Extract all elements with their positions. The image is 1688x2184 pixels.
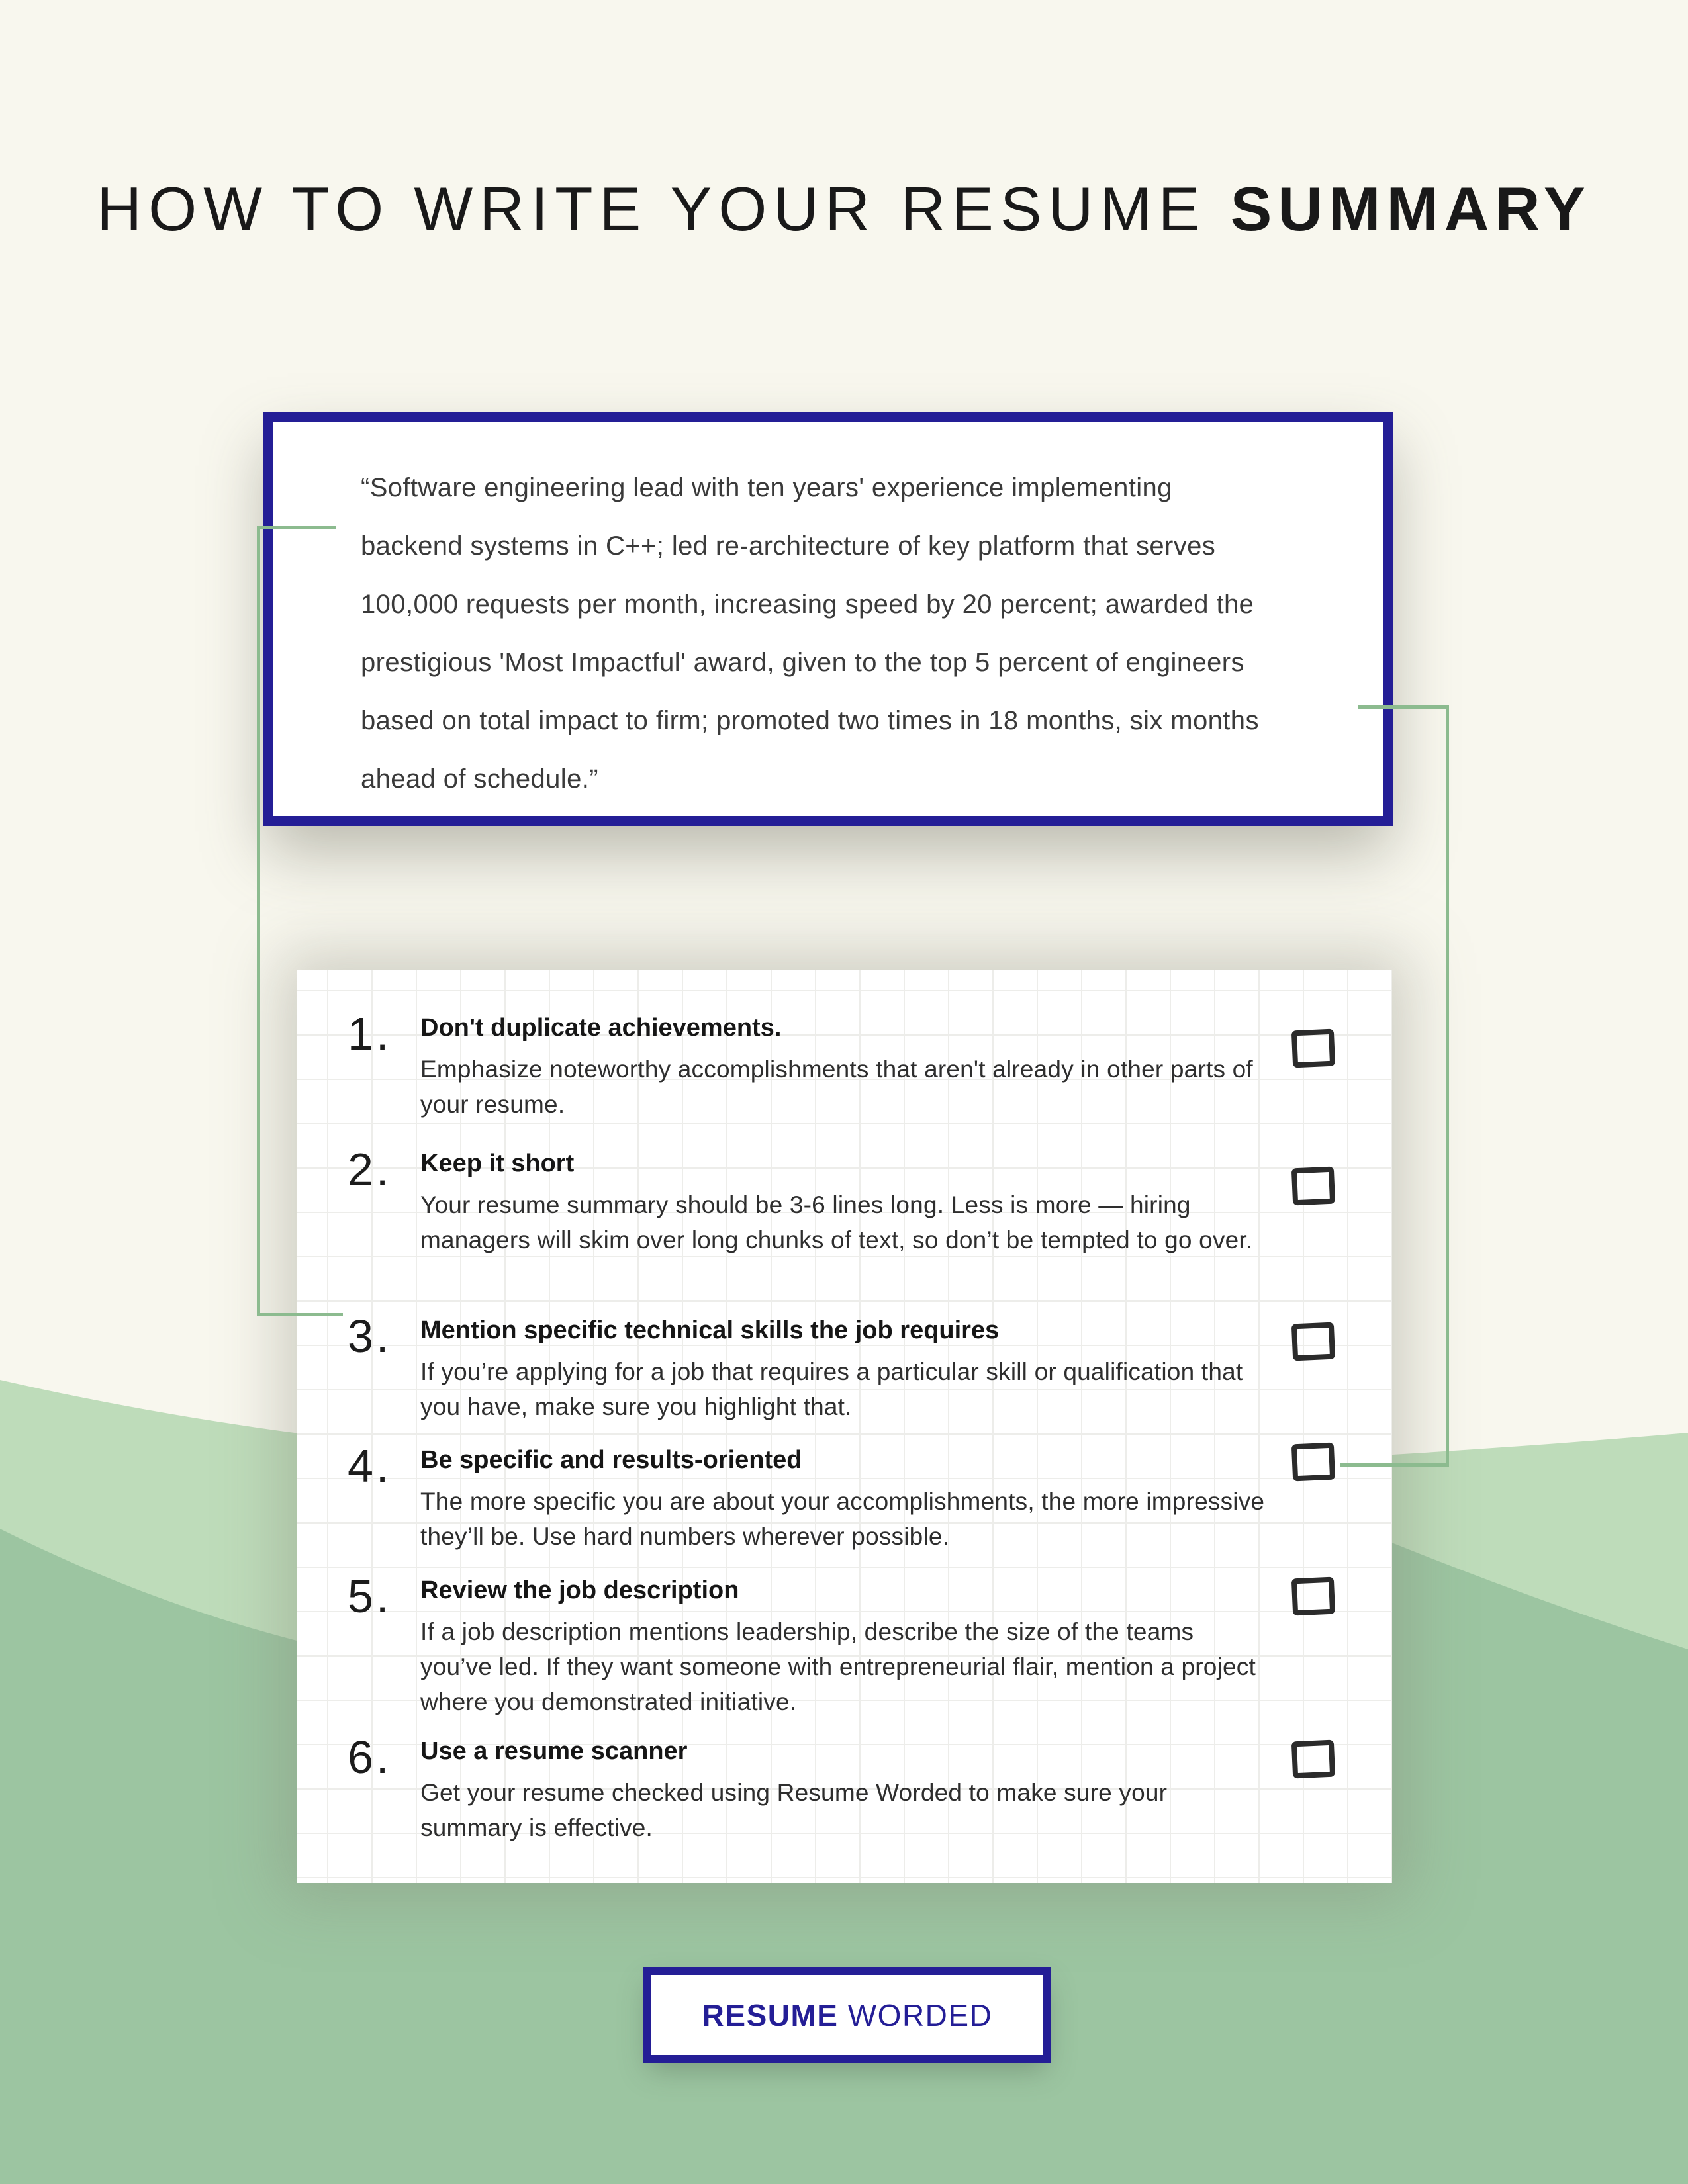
- item-heading: Review the job description: [420, 1576, 739, 1604]
- connector-left-horizontal-top: [257, 526, 336, 529]
- checkbox-item-1[interactable]: [1291, 1029, 1335, 1068]
- checkbox-item-4[interactable]: [1291, 1443, 1335, 1482]
- resume-worded-logo: [643, 1967, 1051, 2063]
- item-heading: Mention specific technical skills the job requires: [420, 1316, 1000, 1344]
- quote-line: ahead of schedule.”: [361, 764, 598, 794]
- item-heading: Be specific and results-oriented: [420, 1446, 802, 1474]
- item-number: 5.: [348, 1570, 392, 1622]
- item-body: The more specific you are about your accomplishments, the more impressive they’ll be. Use hard numbers wherever possible.: [420, 1487, 1265, 1550]
- checklist-item-2: [348, 1144, 1268, 1257]
- connector-right-horizontal-top: [1358, 705, 1449, 709]
- checklist-item-6: [348, 1731, 1268, 1845]
- item-heading: Use a resume scanner: [420, 1737, 688, 1765]
- item-body: Your resume summary should be 3-6 lines long. Less is more — hiring managers will skim over long chunks of text, so don’t be tempted to go over.: [420, 1191, 1253, 1253]
- item-heading: Keep it short: [420, 1150, 575, 1177]
- item-body: Emphasize noteworthy accomplishments that aren't already in other parts of your resume.: [420, 1055, 1253, 1118]
- resume-summary-example-box: [263, 412, 1393, 826]
- connector-right-vertical: [1446, 705, 1449, 1467]
- page-title: [0, 173, 1688, 245]
- logo-text-bold: RESUME: [702, 1997, 848, 2032]
- resume-summary-example-text: [361, 459, 1357, 808]
- logo-text-regular: WORDED: [847, 1997, 993, 2032]
- checkbox-item-5[interactable]: [1291, 1577, 1335, 1616]
- item-number: 3.: [348, 1310, 392, 1362]
- item-number: 6.: [348, 1731, 392, 1783]
- checklist-item-3: [348, 1310, 1268, 1424]
- checkbox-item-2[interactable]: [1291, 1167, 1335, 1206]
- checkbox-item-6[interactable]: [1291, 1740, 1335, 1779]
- item-body: If a job description mentions leadership, describe the size of the teams you’ve led. If they want someone with entrepreneurial flair, mention a project where you demonstrated initiative.: [420, 1617, 1256, 1715]
- item-number: 4.: [348, 1440, 392, 1492]
- item-body: Get your resume checked using Resume Worded to make sure your summary is effective.: [420, 1778, 1168, 1841]
- quote-line: backend systems in C++; led re-architecture of key platform that serves: [361, 531, 1216, 561]
- resume-worded-logo-text: [702, 1997, 993, 2033]
- quote-line: 100,000 requests per month, increasing speed by 20 percent; awarded the: [361, 590, 1254, 619]
- page-title-regular: HOW TO WRITE YOUR RESUME: [97, 174, 1231, 244]
- checkbox-item-3[interactable]: [1291, 1322, 1335, 1361]
- connector-right-horizontal-bottom: [1340, 1463, 1449, 1467]
- connector-left-horizontal-bottom: [257, 1313, 343, 1316]
- connector-left-vertical: [257, 526, 260, 1315]
- quote-line: based on total impact to firm; promoted two times in 18 months, six months: [361, 706, 1259, 735]
- page-title-bold: SUMMARY: [1230, 174, 1591, 244]
- quote-line: prestigious 'Most Impactful' award, given to the top 5 percent of engineers: [361, 648, 1244, 677]
- item-heading: Don't duplicate achievements.: [420, 1014, 782, 1042]
- checklist-item-1: [348, 1008, 1268, 1122]
- item-body: If you’re applying for a job that requires a particular skill or qualification that you have, make sure you highlight that.: [420, 1357, 1243, 1420]
- checklist-item-5: [348, 1570, 1268, 1719]
- checklist-panel: [297, 970, 1392, 1883]
- item-number: 2.: [348, 1144, 392, 1195]
- checklist-item-4: [348, 1440, 1268, 1554]
- quote-line: “Software engineering lead with ten years' experience implementing: [361, 473, 1172, 502]
- item-number: 1.: [348, 1008, 392, 1060]
